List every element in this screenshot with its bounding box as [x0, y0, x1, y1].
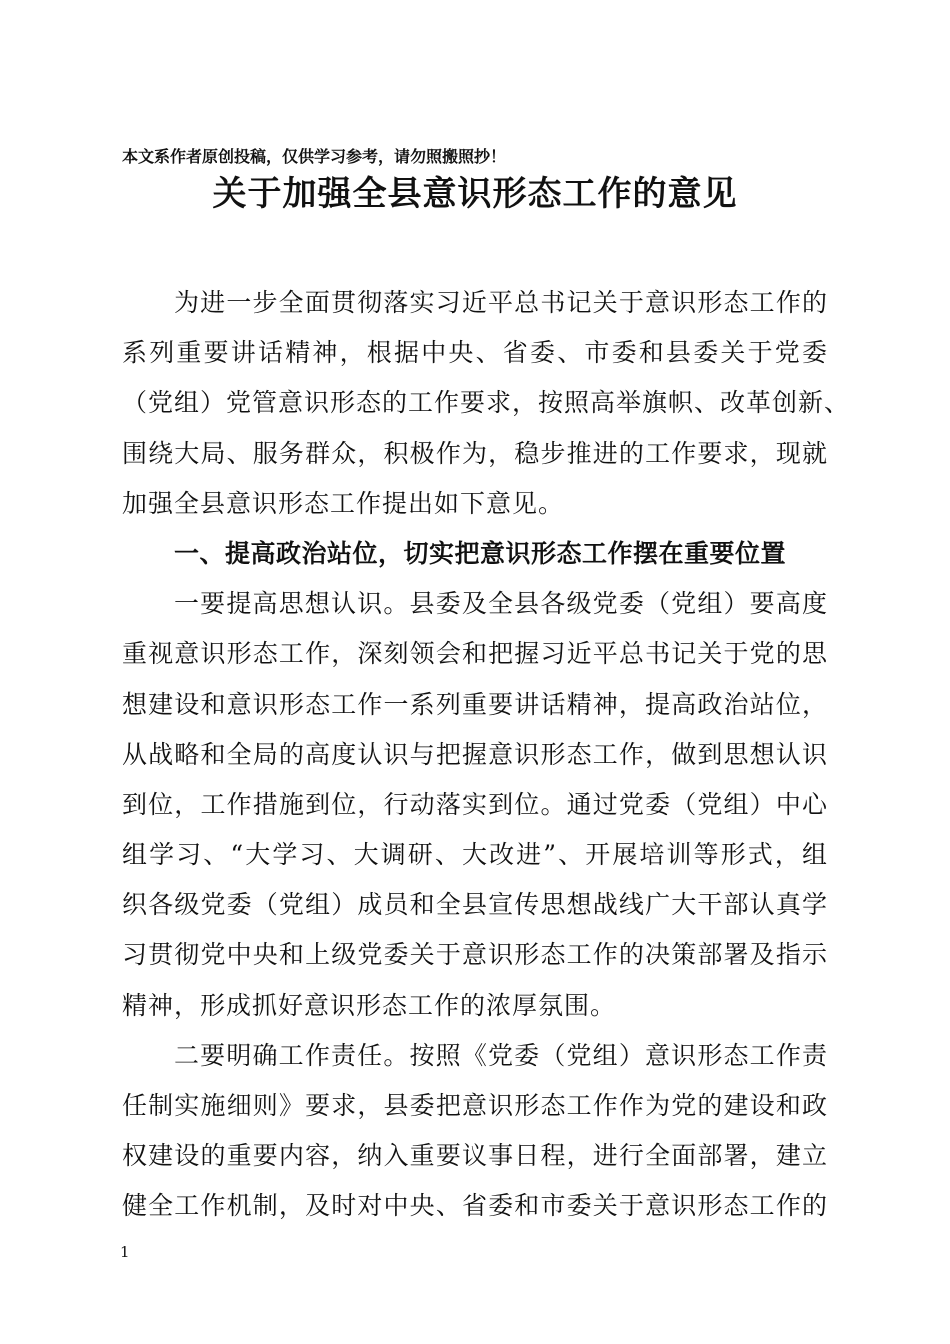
paragraph-line: 想建设和意识形态工作一系列重要讲话精神，提高政治站位， [122, 689, 828, 719]
paragraph-line: 组学习、“大学习、大调研、大改进”、开展培训等形式，组 [122, 840, 828, 870]
paragraph-line: 重视意识形态工作，深刻领会和把握习近平总书记关于党的思 [122, 639, 828, 669]
paragraph-line: 从战略和全局的高度认识与把握意识形态工作，做到思想认识 [122, 739, 828, 769]
page-number: 1 [120, 1243, 130, 1261]
paragraph-line: 习贯彻党中央和上级党委关于意识形态工作的决策部署及指示 [122, 940, 828, 970]
paragraph-line: 系列重要讲话精神，根据中央、省委、市委和县委关于党委 [122, 338, 828, 368]
paragraph-line: （党组）党管意识形态的工作要求，按照高举旗帜、改革创新、 [122, 388, 851, 418]
paragraph-line: 二要明确工作责任。按照《党委（党组）意识形态工作责 [174, 1040, 828, 1070]
paragraph-line: 一要提高思想认识。县委及全县各级党委（党组）要高度 [174, 589, 828, 619]
paragraph-line: 精神，形成抓好意识形态工作的浓厚氛围。 [122, 990, 617, 1020]
paragraph-line: 任制实施细则》要求，县委把意识形态工作作为党的建设和政 [122, 1091, 828, 1120]
paragraph-line: 权建设的重要内容，纳入重要议事日程，进行全面部署，建立 [122, 1141, 828, 1171]
section-heading: 一、提高政治站位，切实把意识形态工作摆在重要位置 [174, 538, 787, 568]
document-body [122, 278, 851, 1232]
copyright-notice: 本文系作者原创投稿，仅供学习参考，请勿照搬照抄！ [122, 147, 507, 166]
paragraph-line: 到位，工作措施到位，行动落实到位。通过党委（党组）中心 [122, 789, 828, 819]
paragraph-line: 加强全县意识形态工作提出如下意见。 [122, 488, 565, 518]
paragraph-line: 为进一步全面贯彻落实习近平总书记关于意识形态工作的 [174, 288, 828, 317]
document-title: 关于加强全县意识形态工作的意见 [212, 174, 738, 214]
paragraph-line: 织各级党委（党组）成员和全县宣传思想战线广大干部认真学 [122, 890, 828, 920]
paragraph-line: 围绕大局、服务群众，积极作为，稳步推进的工作要求，现就 [122, 438, 828, 468]
paragraph-line: 健全工作机制，及时对中央、省委和市委关于意识形态工作的 [122, 1191, 828, 1221]
